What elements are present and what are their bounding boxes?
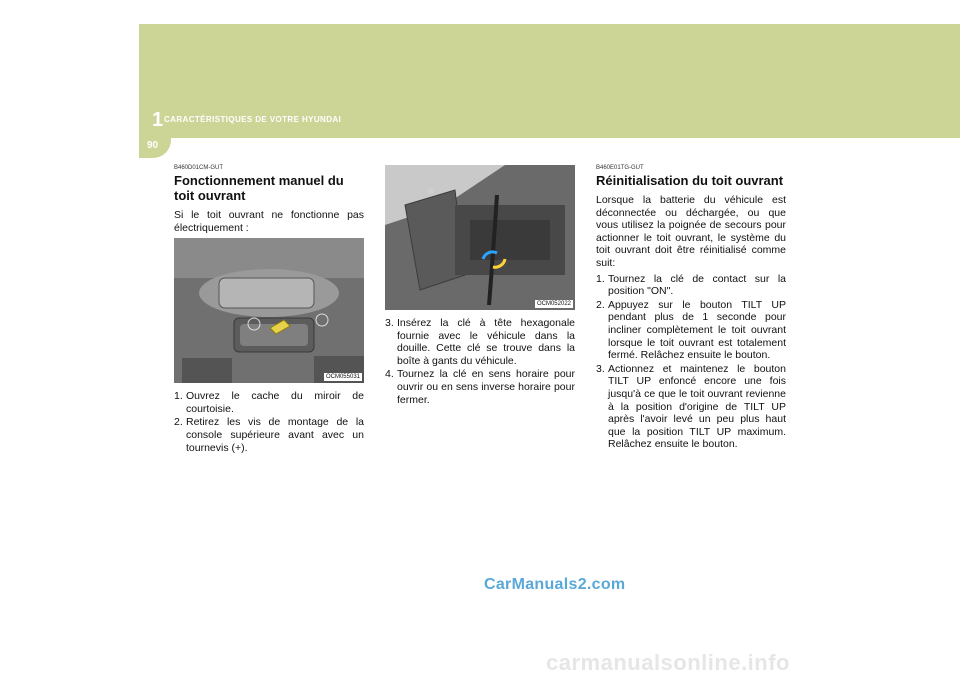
step-list — [596, 273, 786, 451]
hex-key-illustration — [385, 165, 575, 310]
section-manual-operation — [174, 165, 364, 455]
section-title: Réinitialisation du toit ouvrant — [596, 173, 784, 188]
list-item: 2. Retirez les vis de montage de la console supérieure avant avec un tournevis (+). — [174, 416, 364, 454]
section-sunroof-reset — [596, 165, 786, 452]
section-hex-key — [385, 165, 575, 407]
hex-key-photo — [385, 165, 575, 310]
chapter-title: CARACTÉRISTIQUES DE VOTRE HYUNDAI — [164, 115, 342, 124]
overhead-console-illustration — [174, 238, 364, 383]
section-title: Fonctionnement manuel du toit ouvrant — [174, 173, 344, 203]
overhead-console-photo — [174, 238, 364, 383]
page-number: 90 — [147, 140, 159, 151]
watermark-text: carmanualsonline.info — [546, 650, 790, 675]
list-item: 3. Actionnez et maintenez le bouton TILT UP enfoncé encore une fois jusqu'à ce que le toit ouvrant revienne à la position d'origine de TILT UP après l'avoir levé un peu plus haut que la position TILT UP maximum. Relâchez ensuite le bouton. — [596, 362, 786, 451]
section-code: B460E01TG-GUT — [596, 165, 644, 171]
section-intro: Lorsque la batterie du véhicule est déconnectée ou déchargée, ou que vous utilisez la poignée de secours pour actionner le toit ouvrant, le système du toit ouvrant doit être réinitialisé comme suit: — [596, 194, 786, 269]
section-code: B460D01CM-GUT — [174, 165, 224, 171]
list-item: 4. Tournez la clé en sens horaire pour ouvrir ou en sens inverse horaire pour fermer. — [385, 368, 575, 406]
figure-code: OCM055031 — [325, 374, 360, 381]
list-item: 1. Ouvrez le cache du miroir de courtoisie. — [174, 390, 364, 415]
list-item: 1. Tournez la clé de contact sur la position "ON". — [596, 272, 786, 298]
watermark-link[interactable]: CarManuals2.com — [484, 576, 626, 593]
step-list — [174, 390, 364, 454]
list-item: 2. Appuyez sur le bouton TILT UP pendant plus de 1 seconde pour incliner complètement le toit ouvrant lorsque le toit ouvrant est totalement fermé. Relâchez ensuite le bouton. — [596, 298, 786, 362]
step-list — [385, 317, 575, 406]
list-item: 3. Insérez la clé à tête hexagonale fournie avec le véhicule dans la douille. Cette clé se trouve dans la boîte à gants du véhicule. — [385, 317, 575, 367]
figure-code: OCM052022 — [536, 301, 571, 307]
section-intro: Si le toit ouvrant ne fonctionne pas électriquement : — [174, 209, 364, 234]
chapter-number: 1 — [152, 109, 164, 131]
